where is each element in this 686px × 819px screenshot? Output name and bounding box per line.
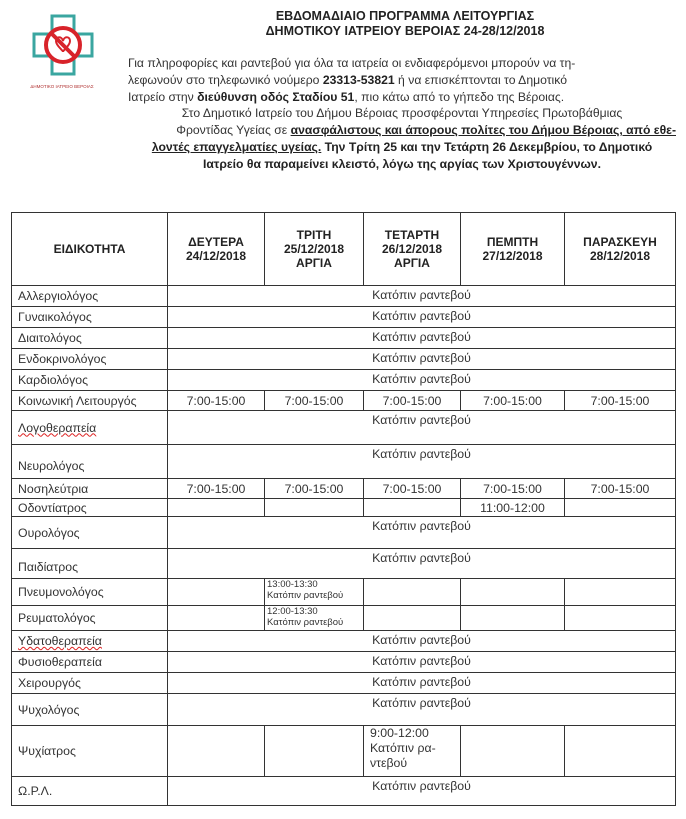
header-date: 25/12/2018 (283, 242, 345, 256)
specialty-neuro: Νευρολόγος (12, 445, 168, 479)
table-row (12, 549, 676, 579)
hours-wed: 7:00-15:00 (364, 391, 461, 411)
title-line-2: ΔΗΜΟΤΙΚΟΥ ΙΑΤΡΕΙΟΥ ΒΕΡΟΙΑΣ 24-28/12/2018 (265, 24, 545, 38)
table-row (12, 499, 676, 517)
specialty-uro: Ουρολόγος (12, 517, 168, 549)
pneumo-tue-cell (265, 579, 364, 606)
specialty-endo: Ενδοκρινολόγος (12, 349, 168, 370)
appointment-cell: Κατόπιν ραντεβού (168, 445, 676, 479)
header-day: ΠΕΜΠΤΗ (486, 235, 539, 249)
logo-caption: ΔΗΜΟΤΙΚΟ ΙΑΤΡΕΙΟ ΒΕΡΟΙΑΣ (30, 84, 94, 89)
hours-mon: 7:00-15:00 (168, 479, 265, 499)
empty-cell (364, 606, 461, 631)
intro-line-4: Στο Δημοτικό Ιατρείο του Δήμου Βέροιας προσφέρονται Υπηρεσίες Πρωτοβάθμιας (181, 106, 623, 121)
specialty-rheum: Ρευματολόγος (12, 606, 168, 631)
hours-tue: 7:00-15:00 (265, 479, 364, 499)
table-row (12, 411, 676, 445)
intro-line-6 (128, 139, 676, 156)
intro-text: , πιο κάτω από το γήπεδο της Βέροιας. (354, 89, 565, 104)
empty-cell (364, 579, 461, 606)
schedule-table (11, 212, 676, 806)
empty-cell (168, 499, 265, 517)
table-row (12, 777, 676, 806)
specialty-orl: Ω.Ρ.Λ. (12, 777, 168, 806)
empty-cell (461, 579, 565, 606)
table-row (12, 286, 676, 307)
appointment-cell: Κατόπιν ραντεβού (168, 307, 676, 328)
intro-line-3 (128, 89, 676, 106)
dentist-hours-thu: 11:00-12:00 (461, 499, 565, 517)
specialty-label: Λογοθεραπεία (18, 420, 97, 435)
specialty-psychiatrist: Ψυχίατρος (12, 726, 168, 777)
header-day: ΤΕΤΑΡΤΗ (384, 228, 440, 242)
empty-cell (168, 726, 265, 777)
specialty-surgeon: Χειρουργός (12, 673, 168, 694)
empty-cell (265, 499, 364, 517)
psychiatrist-note: Κατόπιν ρα- (370, 741, 436, 755)
header-holiday: ΑΡΓΙΑ (394, 256, 430, 270)
empty-cell (168, 579, 265, 606)
pneumo-appointment: Κατόπιν ραντεβού (267, 590, 344, 601)
hours-tue: 7:00-15:00 (265, 391, 364, 411)
empty-cell (565, 606, 676, 631)
pneumo-hours: 13:00-13:30 (267, 579, 318, 590)
table-row (12, 370, 676, 391)
empty-cell (364, 499, 461, 517)
specialty-nurse: Νοσηλεύτρια (12, 479, 168, 499)
specialty-social: Κοινωνική Λειτουργός (12, 391, 168, 411)
header-day: ΔΕΥΤΕΡΑ (188, 235, 244, 249)
psychiatrist-hours: 9:00-12:00 (370, 726, 429, 740)
hours-fri: 7:00-15:00 (565, 391, 676, 411)
header-monday (168, 213, 265, 286)
holiday-notice: Την Τρίτη 25 και την Τετάρτη 26 Δεκεμβρίου, το Δημοτικό (321, 139, 653, 154)
empty-cell (565, 579, 676, 606)
appointment-cell: Κατόπιν ραντεβού (168, 349, 676, 370)
header-date: 27/12/2018 (482, 249, 543, 263)
header-date: 28/12/2018 (589, 249, 651, 263)
empty-cell (565, 726, 676, 777)
rheum-hours: 12:00-13:30 (267, 606, 318, 617)
header-friday (565, 213, 676, 286)
intro-text: Ιατρείο στην (128, 89, 198, 104)
appointment-cell: Κατόπιν ραντεβού (168, 652, 676, 673)
specialty-pneumo: Πνευμονολόγος (12, 579, 168, 606)
specialty-hydro (12, 631, 168, 652)
rheum-tue-cell (265, 606, 364, 631)
table-row (12, 631, 676, 652)
appointment-cell: Κατόπιν ραντεβού (168, 286, 676, 307)
table-row (12, 517, 676, 549)
header-wednesday (364, 213, 461, 286)
empty-cell (565, 499, 676, 517)
header-day: ΤΡΙΤΗ (296, 228, 332, 242)
specialty-pedi: Παιδίατρος (12, 549, 168, 579)
table-row (12, 479, 676, 499)
hours-thu: 7:00-15:00 (461, 391, 565, 411)
hours-fri: 7:00-15:00 (565, 479, 676, 499)
intro-line-7: Ιατρείο θα παραμείνει κλειστό, λόγω της αργίας των Χριστουγέννων. (203, 156, 601, 171)
table-row (12, 652, 676, 673)
specialty-speech (12, 411, 168, 445)
appointment-cell: Κατόπιν ραντεβού (168, 411, 676, 445)
hours-thu: 7:00-15:00 (461, 479, 565, 499)
page-title (150, 9, 660, 39)
appointment-cell: Κατόπιν ραντεβού (168, 370, 676, 391)
intro-line-5 (128, 122, 676, 139)
hours-mon: 7:00-15:00 (168, 391, 265, 411)
empty-cell (461, 606, 565, 631)
table-row (12, 579, 676, 606)
hours-wed: 7:00-15:00 (364, 479, 461, 499)
appointment-cell: Κατόπιν ραντεβού (168, 328, 676, 349)
appointment-cell: Κατόπιν ραντεβού (168, 549, 676, 579)
psychiatrist-note: ντεβού (370, 756, 408, 770)
psychiatrist-wed-cell (364, 726, 461, 777)
appointment-cell: Κατόπιν ραντεβού (168, 777, 676, 806)
table-row (12, 328, 676, 349)
title-line-1: ΕΒΔΟΜΑΔΙΑΙΟ ΠΡΟΓΡΑΜΜΑ ΛΕΙΤΟΥΡΓΙΑΣ (275, 9, 535, 23)
rheum-appointment: Κατόπιν ραντεβού (267, 617, 344, 628)
empty-cell (461, 726, 565, 777)
specialty-allergy: Αλλεργιολόγος (12, 286, 168, 307)
target-group: ανασφάλιστους και άπορους πολίτες του Δήμου Βέροιας, από εθε- (290, 123, 676, 138)
empty-cell (168, 606, 265, 631)
table-header-row (12, 213, 676, 286)
phone-number: 23313-53821 (322, 72, 395, 87)
intro-paragraph (128, 55, 676, 173)
appointment-cell: Κατόπιν ραντεβού (168, 694, 676, 726)
header-holiday: ΑΡΓΙΑ (296, 256, 332, 270)
table-row (12, 606, 676, 631)
specialty-psychologist: Ψυχολόγος (12, 694, 168, 726)
volunteers: λοντές επαγγελματίες υγείας. (151, 139, 322, 154)
specialty-physio: Φυσιοθεραπεία (12, 652, 168, 673)
intro-line-1: Για πληροφορίες και ραντεβού για όλα τα ιατρεία οι ενδιαφερόμενοι μπορούν να τη- (128, 56, 576, 70)
intro-line-2 (128, 72, 676, 89)
header-specialty: ΕΙΔΙΚΟΤΗΤΑ (12, 213, 168, 286)
clinic-logo (32, 14, 94, 76)
specialty-gyn: Γυναικολόγος (12, 307, 168, 328)
specialty-cardio: Καρδιολόγος (12, 370, 168, 391)
header-thursday (461, 213, 565, 286)
table-row (12, 445, 676, 479)
header-tuesday (265, 213, 364, 286)
table-row (12, 391, 676, 411)
header-date: 24/12/2018 (185, 249, 247, 263)
appointment-cell: Κατόπιν ραντεβού (168, 517, 676, 549)
intro-text: λεφωνούν στο τηλεφωνικό νούμερο (128, 72, 323, 87)
specialty-dentist: Οδοντίατρος (12, 499, 168, 517)
empty-cell (265, 726, 364, 777)
table-row (12, 307, 676, 328)
specialty-label: Υδατοθεραπεία (18, 634, 102, 648)
appointment-cell: Κατόπιν ραντεβού (168, 673, 676, 694)
table-row (12, 694, 676, 726)
table-row (12, 673, 676, 694)
specialty-diet: Διαιτολόγος (12, 328, 168, 349)
table-row (12, 726, 676, 777)
appointment-cell: Κατόπιν ραντεβού (168, 631, 676, 652)
intro-text: Φροντίδας Υγείας σε (176, 123, 291, 138)
table-row (12, 349, 676, 370)
header-day: ΠΑΡΑΣΚΕΥΗ (583, 235, 657, 249)
address: διεύθυνση οδός Σταδίου 51 (197, 89, 355, 104)
header-date: 26/12/2018 (381, 242, 443, 256)
intro-text: ή να επισκέπτονται το Δημοτικό (394, 72, 567, 87)
